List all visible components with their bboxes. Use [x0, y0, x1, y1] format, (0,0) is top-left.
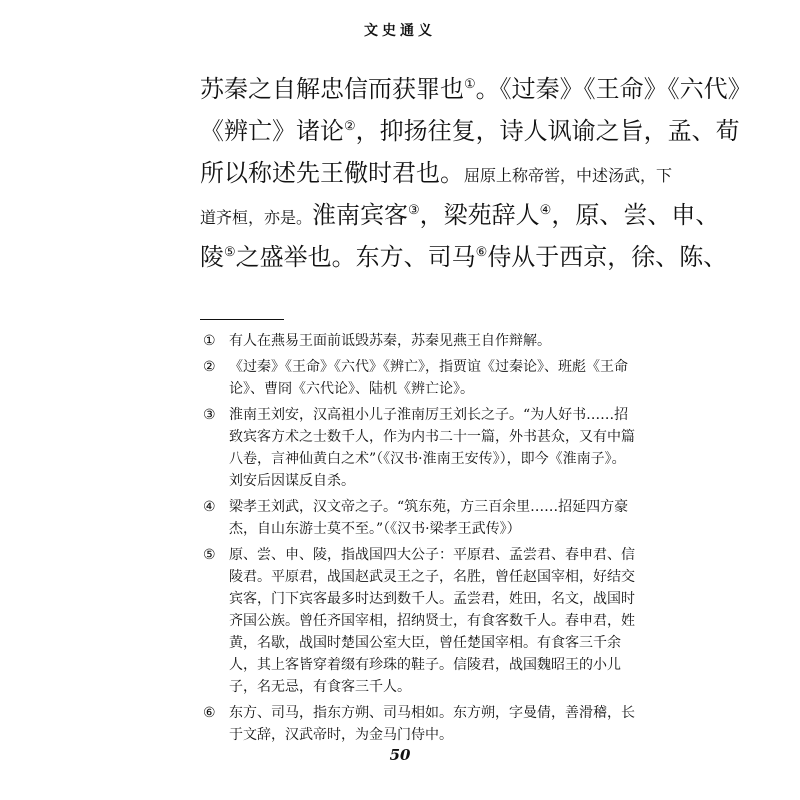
body-text-segment: ，梁苑辞人: [419, 201, 540, 229]
footnote-line: 陵君。平原君，战国赵武灵王之子，名胜，曾任赵国宰相，好结交: [229, 569, 635, 585]
footnote-marker: ④: [203, 499, 216, 515]
footnote-line: 有人在燕易王面前诋毁苏秦，苏秦见燕王自作辩解。: [229, 333, 551, 349]
footnote-line: 人，其上客皆穿着缀有珍珠的鞋子。信陵君，战国魏昭王的小儿: [229, 657, 621, 673]
footnote-reference: ①: [464, 77, 476, 92]
body-text-segment: 之盛举也。东方、司马: [235, 243, 476, 271]
body-line: [200, 68, 752, 110]
footnote-line: 致宾客方术之士数千人，作为内书二十一篇，外书甚众，又有中篇: [229, 429, 635, 445]
body-text-segment: ，原、尝、申、: [551, 201, 720, 229]
body-text-segment: 侍从于西京，徐、陈、: [487, 243, 728, 271]
inline-commentary: 道齐桓，亦是。: [200, 208, 313, 227]
footnotes: [203, 330, 651, 750]
footnote-line: 论》、曹冏《六代论》、陆机《辨亡论》。: [229, 381, 474, 397]
footnote-line: 杰，自山东游士莫不至。”（《汉书·梁孝王武传》）: [229, 521, 521, 537]
footnote-reference: ⑤: [224, 245, 236, 260]
footnote-marker: ③: [203, 407, 216, 423]
body-text-segment: 淮南宾客: [312, 201, 409, 229]
body-text-segment: 《辨亡》诸论: [200, 117, 344, 145]
body-text-segment: ，抑扬往复，诗人讽谕之旨，孟、荀: [355, 117, 740, 145]
footnote-line: 子，名无忌，有食客三千人。: [229, 679, 411, 695]
footnote-line: 原、尝、申、陵，指战国四大公子：平原君、孟尝君、春申君、信: [229, 547, 635, 563]
footnote-reference: ②: [344, 119, 356, 134]
footnote-line: 黄，名歇，战国时楚国公室大臣，曾任楚国宰相。有食客三千余: [229, 635, 621, 651]
body-line: [200, 236, 728, 278]
page-number: 50: [389, 746, 411, 764]
footnote-line: 淮南王刘安，汉高祖小儿子淮南厉王刘长之子。“为人好书……招: [229, 407, 629, 423]
footnote-line: 于文辞，汉武帝时，为金马门侍中。: [229, 727, 453, 743]
footnote-line: 齐国公族。曾任齐国宰相，招纳贤士，有食客数千人。春申君，姓: [229, 613, 635, 629]
footnote-line: 宾客，门下宾客最多时达到数千人。孟尝君，姓田，名文，战国时: [229, 591, 635, 607]
footnote-line: 梁孝王刘武，汉文帝之子。“筑东苑，方三百余里……招延四方豪: [229, 499, 629, 515]
footnote-marker: ①: [203, 333, 216, 349]
body-text-segment: 。《过秦》《王命》《六代》: [475, 75, 752, 103]
footnote-reference: ④: [539, 203, 552, 218]
footnote-reference: ③: [408, 203, 420, 218]
footnote: [203, 356, 651, 400]
footnote-marker: ⑤: [203, 547, 216, 563]
running-header: 文史通义: [364, 23, 436, 39]
footnote-line: 刘安后因谋反自杀。: [229, 473, 355, 489]
footnote: [203, 404, 651, 492]
body-text-segment: 陵: [200, 243, 224, 271]
body-text-segment: 苏秦之自解忠信而获罪也: [200, 75, 464, 103]
footnote-marker: ⑥: [203, 705, 216, 721]
footnote: [203, 496, 651, 540]
footnote-line: 东方、司马，指东方朔、司马相如。东方朔，字曼倩，善滑稽，长: [229, 705, 635, 721]
footnote: [203, 330, 651, 352]
footnote-marker: ②: [203, 359, 216, 375]
footnote-line: 八卷，言神仙黄白之术”（《汉书·淮南王安传》），即今《淮南子》。: [229, 451, 626, 467]
footnote-reference: ⑥: [475, 245, 488, 260]
footnote: [203, 544, 651, 698]
main-text: [200, 68, 752, 278]
body-line: [200, 152, 673, 194]
footnote-line: 《过秦》《王命》《六代》《辨亡》，指贾谊《过秦论》、班彪《王命: [229, 359, 628, 375]
footnote-divider: [200, 319, 284, 320]
footnote: [203, 702, 651, 746]
body-line: [200, 110, 740, 152]
body-text-segment: 所以称述先王儆时君也。: [200, 159, 464, 187]
inline-commentary: 屈原上称帝喾，中述汤武，下: [464, 166, 673, 185]
body-line: [200, 194, 720, 236]
